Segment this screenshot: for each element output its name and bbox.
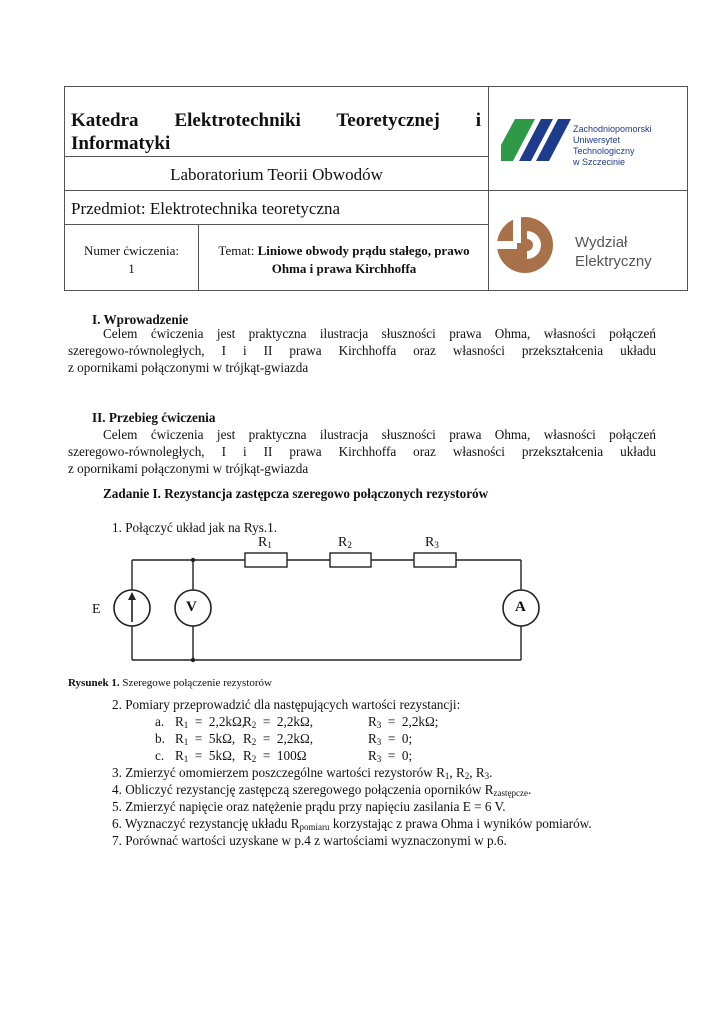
junction-dot (191, 658, 195, 662)
step-7: 7. Porównać wartości uzyskane w p.4 z wartościami wyznaczonymi w p.6. (112, 833, 507, 848)
step-6: 6. Wyznaczyć rezystancję układu $R_{pomiaru}$ korzystając z prawa Ohma i wyników pomiarów. (112, 816, 592, 832)
department-name: Katedra Elektrotechniki Teoretycznej i (71, 110, 481, 131)
university-name-line: w Szczecinie (573, 157, 626, 167)
section1-line: szeregowo-równoległych, I i II prawa Kirchhoffa oraz własności przekształcenia układu (68, 343, 656, 358)
case-a: a. $R_1 = 2,2k\Omega$, $R_2 = 2,2k\Omega$, $R_3 = 2,2k\Omega$; (155, 714, 439, 730)
section2-line: z opornikami połączonymi w trójkąt-gwiazda (68, 461, 309, 476)
ammeter-label: A (515, 599, 526, 615)
university-name-line: Zachodniopomorski (573, 124, 652, 134)
step-4: 4. Obliczyć rezystancję zastępczą szeregowego połączenia oporników $R_{zastępcze}$. (112, 782, 532, 798)
header-divider-2 (65, 190, 687, 191)
case-b: b. $R_1 = 5k\Omega$, $R_2 = 2,2k\Omega$, $R_3 = 0$; (155, 731, 413, 747)
header-table (64, 86, 688, 291)
faculty-name-line: Wydział (575, 234, 628, 251)
step-1: 1. Połączyć układ jak na Rys.1. (112, 520, 278, 535)
section1-line: Celem ćwiczenia jest praktyczna ilustracja słuszności prawa Ohma, własności połączeń (103, 326, 656, 341)
step-5: 5. Zmierzyć napięcie oraz natężenie prądu przy napięciu zasilania E = 6 V. (112, 799, 506, 814)
figure-caption (68, 675, 272, 692)
section1-line: z opornikami połączonymi w trójkąt-gwiazda (68, 360, 309, 375)
voltmeter-label: V (186, 599, 197, 615)
university-name-line: Technologiczny (573, 146, 635, 156)
resistor-r2 (330, 553, 371, 567)
department-name-line2: Informatyki (71, 133, 171, 154)
task-title: Zadanie I. Rezystancja zastępcza szeregowo połączonych rezystorów (103, 486, 489, 501)
source-label: E (92, 602, 101, 617)
step-2: 2. Pomiary przeprowadzić dla następujących wartości rezystancji: (112, 697, 461, 712)
resistor-r1-label: $R_1$ (258, 535, 272, 550)
resistor-r1 (245, 553, 287, 567)
header-divider-3 (65, 224, 488, 225)
university-name-line: Uniwersytet (573, 135, 621, 145)
step-3: 3. Zmierzyć omomierzem poszczególne wartości rezystorów $R_1$, $R_2$, $R_3$. (112, 765, 493, 781)
section2-heading: II. Przebieg ćwiczenia (92, 410, 216, 425)
exercise-number (65, 242, 198, 278)
faculty-logo-icon (493, 211, 557, 275)
section2-line: szeregowo-równoległych, I i II prawa Kirchhoffa oraz własności przekształcenia układu (68, 444, 656, 459)
figure-label: Rysunek 1. (68, 677, 120, 689)
university-logo-icon (501, 115, 573, 165)
case-c: c. $R_1 = 5k\Omega$, $R_2 = 100\Omega$ $R_3 = 0$; (155, 748, 413, 764)
topic-line1: Liniowe obwody prądu stałego, prawo (257, 243, 470, 258)
exercise-number-label: Numer ćwiczenia: (84, 243, 179, 258)
faculty-name (575, 233, 652, 271)
topic-line2: Ohma i prawa Kirchhoffa (271, 261, 417, 276)
resistor-r2-label: $R_2$ (338, 535, 352, 550)
junction-dot (191, 558, 195, 562)
topic-prefix: Temat: (218, 243, 255, 258)
figure-caption-text: Szeregowe połączenie rezystorów (122, 677, 272, 689)
subject: Przedmiot: Elektrotechnika teoretyczna (71, 199, 341, 218)
circuit-diagram (90, 530, 550, 670)
faculty-name-line: Elektryczny (575, 253, 652, 270)
resistor-r3 (414, 553, 456, 567)
section1-heading: I. Wprowadzenie (92, 312, 189, 327)
section2-line: Celem ćwiczenia jest praktyczna ilustracja słuszności prawa Ohma, własności połączeń (103, 427, 656, 442)
header-divider-1 (65, 156, 488, 157)
exercise-number-value: 1 (128, 261, 135, 276)
topic (199, 242, 489, 278)
laboratory-name: Laboratorium Teorii Obwodów (170, 165, 383, 184)
university-name (573, 124, 652, 168)
resistor-r3-label: $R_3$ (425, 535, 439, 550)
